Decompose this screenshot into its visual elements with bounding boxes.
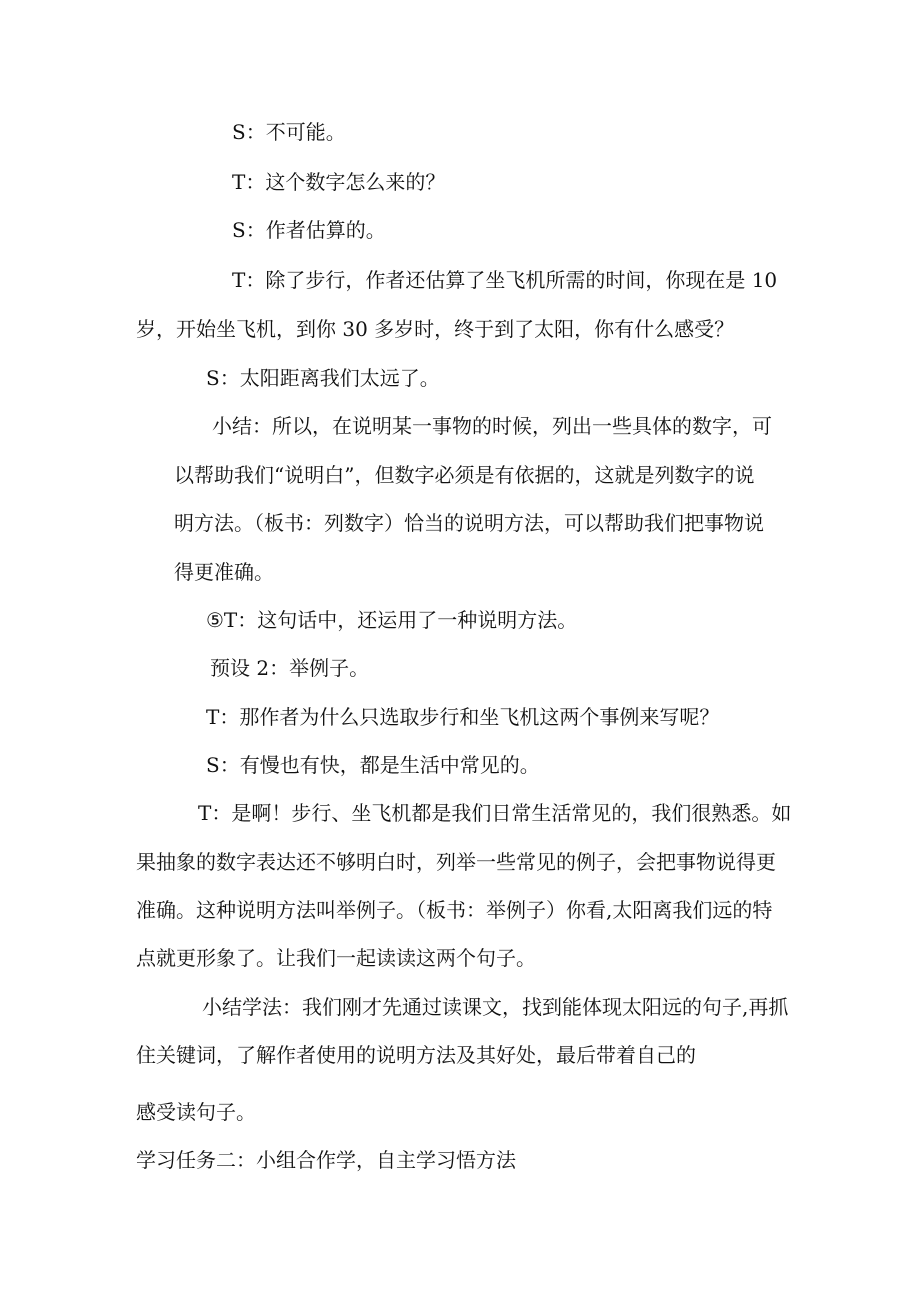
dialogue-line-1: S：不可能。 <box>232 120 346 144</box>
dialogue-line-5: 岁，开始坐飞机，到你 30 多岁时，终于到了太阳，你有什么感受？ <box>136 317 735 341</box>
dialogue-line-4: T：除了步行，作者还估算了坐飞机所需的时间，你现在是 10 <box>232 268 778 292</box>
dialogue-line-7: ⑤T：这句话中，还运用了一种说明方法。 <box>206 608 578 632</box>
paragraph-line-4: 点就更形象了。让我们一起读读这两个句子。 <box>136 946 536 970</box>
summary-line-2: 以帮助我们“说明白”，但数字必须是有依据的，这就是列数字的说 <box>174 463 755 487</box>
method-summary-line-2: 住关键词，了解作者使用的说明方法及其好处，最后带着自己的 <box>136 1043 696 1067</box>
dialogue-line-8: T：那作者为什么只选取步行和坐飞机这两个事例来写呢？ <box>206 705 720 729</box>
method-summary-line-1: 小结学法：我们刚才先通过读课文，找到能体现太阳远的句子,再抓 <box>202 995 789 1019</box>
paragraph-line-1: T：是啊！步行、坐飞机都是我们日常生活常见的，我们很熟悉。如 <box>198 801 792 825</box>
dialogue-line-3: S：作者估算的。 <box>232 218 386 242</box>
task-heading: 学习任务二：小组合作学，自主学习悟方法 <box>136 1148 516 1172</box>
summary-line-3: 明方法。（板书：列数字）恰当的说明方法，可以帮助我们把事物说 <box>174 511 764 535</box>
dialogue-line-2: T：这个数字怎么来的？ <box>232 170 446 194</box>
paragraph-line-2: 果抽象的数字表达还不够明白时，列举一些常见的例子，会把事物说得更 <box>136 850 776 874</box>
dialogue-line-6: S：太阳距离我们太远了。 <box>206 366 440 390</box>
preset-line: 预设 2：举例子。 <box>210 656 370 680</box>
method-summary-line-3: 感受读句子。 <box>136 1100 256 1124</box>
summary-line-1: 小结：所以，在说明某一事物的时候，列出一些具体的数字，可 <box>212 414 772 438</box>
summary-line-4: 得更准确。 <box>174 560 274 584</box>
dialogue-line-9: S：有慢也有快，都是生活中常见的。 <box>206 753 540 777</box>
paragraph-line-3: 准确。这种说明方法叫举例子。（板书：举例子）你看,太阳离我们远的特 <box>136 898 773 922</box>
